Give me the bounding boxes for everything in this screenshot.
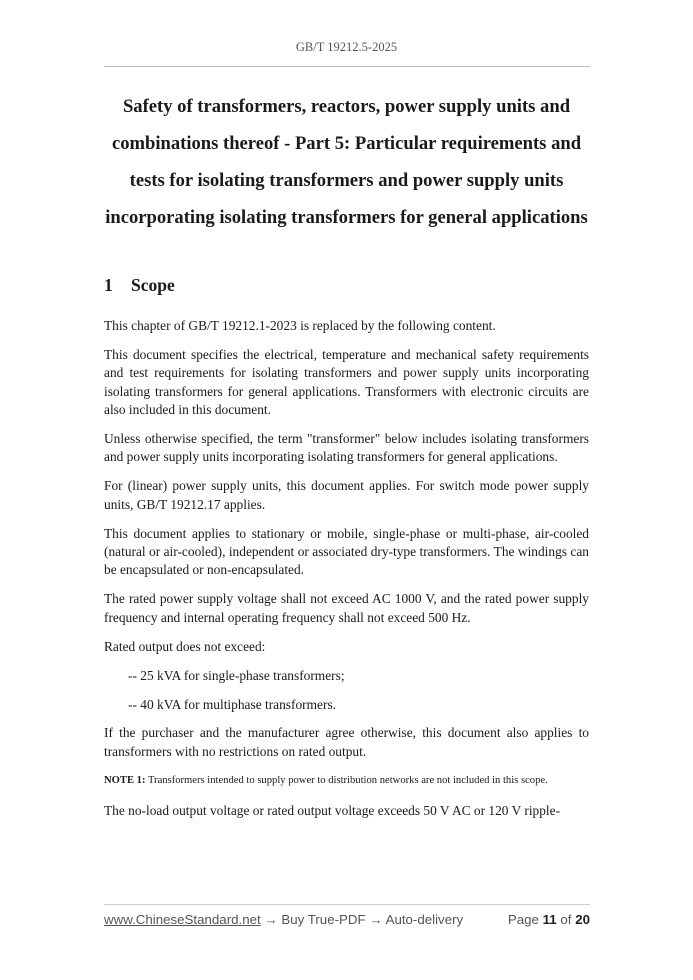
page-total: 20 [575, 912, 590, 927]
paragraph: The rated power supply voltage shall not exceed AC 1000 V, and the rated power supply frequency and internal operating frequency shall not exceed 500 Hz. [104, 591, 589, 625]
section-heading [104, 275, 175, 296]
title-line-2: combinations thereof - Part 5: Particular requirements and [111, 133, 582, 154]
page-footer [104, 912, 590, 927]
note-label: NOTE 1: [104, 774, 146, 786]
paragraph: Unless otherwise specified, the term "transformer" below includes isolating transformers and power supply units incorporating isolating transformers for general applications. [104, 431, 589, 465]
section-body [104, 317, 589, 831]
of-label: of [560, 912, 572, 927]
list-item: -- 40 kVA for multiphase transformers. [128, 696, 337, 712]
paragraph: This document specifies the electrical, temperature and mechanical safety requirements and test requirements for isolating transformers and power supply units incorporating isolating transformers for general applications. Transformers with electronic circuits are also included in this document. [104, 346, 589, 418]
paragraph: Rated output does not exceed: [104, 638, 266, 654]
title-line-1: Safety of transformers, reactors, power supply units and [122, 96, 571, 117]
paragraph: This document applies to stationary or mobile, single-phase or multi-phase, air-cooled (natural or air-cooled), independent or associated dry-type transformers. The windings can be encapsulated or non-encapsulated. [104, 525, 589, 578]
page-current: 11 [542, 912, 557, 927]
paragraph: This chapter of GB/T 19212.1-2023 is replaced by the following content. [104, 318, 496, 333]
header-divider [104, 66, 590, 67]
title-line-3: tests for isolating transformers and power supply units [129, 170, 564, 191]
footer-divider [104, 904, 590, 905]
page-label: Page [507, 912, 539, 927]
paragraph: The no-load output voltage or rated output voltage exceeds 50 V AC or 120 V ripple- [104, 803, 561, 819]
section-number: 1 [104, 275, 113, 295]
title-line-4: incorporating isolating transformers for general applications [105, 207, 588, 228]
paragraph: For (linear) power supply units, this document applies. For switch mode power supply units, GB/T 19212.17 applies. [104, 478, 589, 512]
note [104, 772, 589, 790]
page-indicator [508, 912, 590, 927]
note-text: Transformers intended to supply power to distribution networks are not included in this scope. [145, 774, 548, 786]
promo-text: → Buy True-PDF → Auto-delivery [260, 912, 464, 927]
section-title: Scope [131, 275, 175, 295]
paragraph: If the purchaser and the manufacturer agree otherwise, this document also applies to transformers with no restrictions on rated output. [104, 725, 589, 759]
website-link[interactable]: www.ChineseStandard.net [104, 912, 261, 927]
document-number: GB/T 19212.5-2025 [295, 40, 398, 54]
list-item: -- 25 kVA for single-phase transformers; [128, 667, 345, 683]
document-title [90, 88, 603, 236]
